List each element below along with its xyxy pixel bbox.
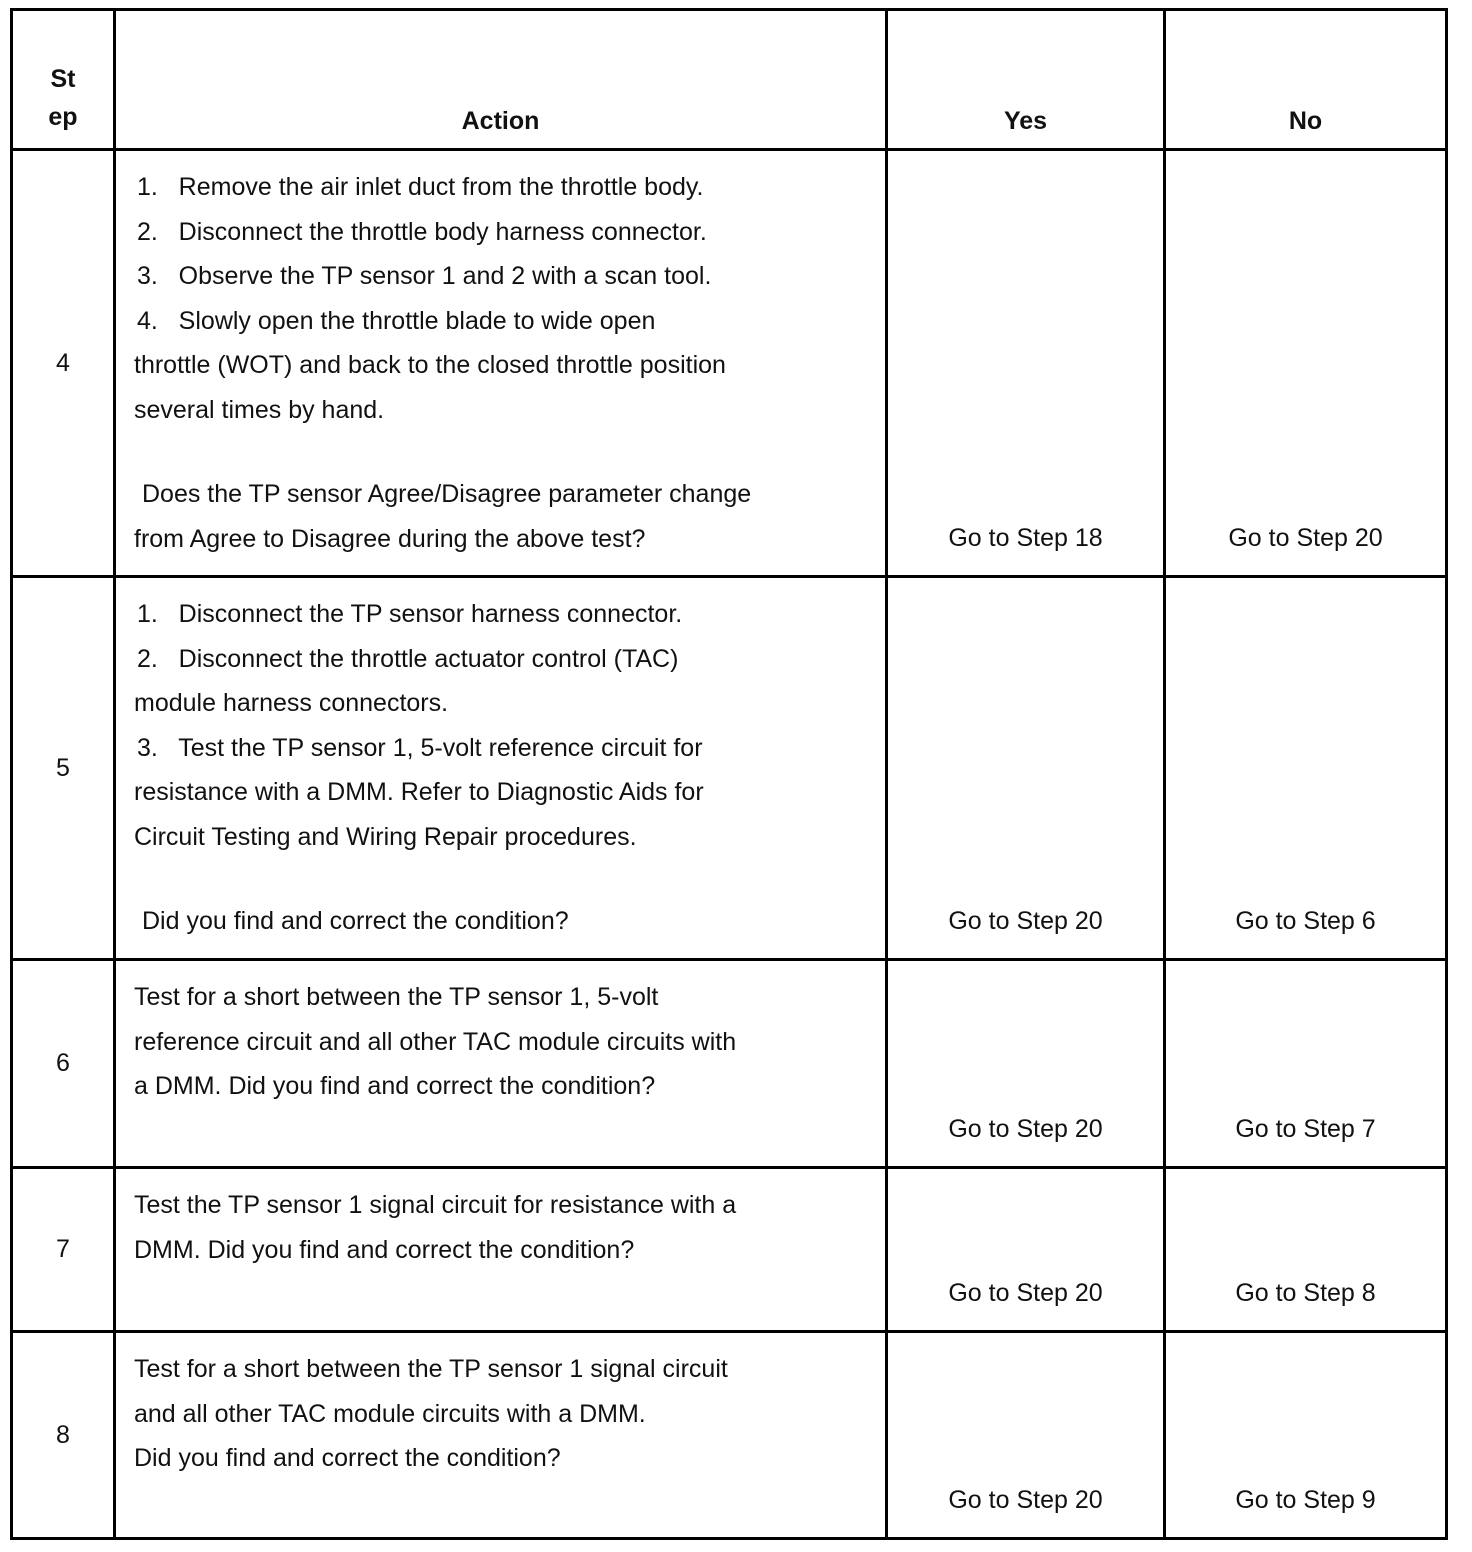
action-line: throttle (WOT) and back to the closed throttle position — [134, 351, 726, 379]
action-line: 2. Disconnect the throttle actuator control (TAC) — [137, 644, 679, 673]
action-question: Does the TP sensor Agree/Disagree parameter change — [142, 480, 752, 508]
diagnostic-document — [10, 8, 1448, 1540]
yes-result: Go to Step 20 — [887, 1332, 1165, 1539]
header-yes: Yes — [887, 10, 1165, 150]
header-step-line2: ep — [48, 103, 78, 131]
header-step-line1: St — [50, 65, 76, 93]
action-cell — [115, 1168, 887, 1332]
action-cell — [115, 150, 887, 577]
step-number: 6 — [12, 960, 115, 1168]
no-result: Go to Step 20 — [1165, 150, 1447, 577]
header-no: No — [1165, 10, 1447, 150]
step-number: 5 — [12, 577, 115, 960]
yes-result: Go to Step 20 — [887, 960, 1165, 1168]
step-number: 4 — [12, 150, 115, 577]
action-line: DMM. Did you find and correct the condition? — [134, 1235, 635, 1264]
action-line: several times by hand. — [134, 395, 385, 424]
step-number: 7 — [12, 1168, 115, 1332]
yes-result: Go to Step 18 — [887, 150, 1165, 577]
action-line: 1. Remove the air inlet duct from the throttle body. — [137, 173, 704, 201]
table-row — [12, 1168, 1447, 1332]
action-question: from Agree to Disagree during the above test? — [134, 524, 646, 553]
no-result: Go to Step 6 — [1165, 577, 1447, 960]
header-row — [12, 10, 1447, 150]
no-result: Go to Step 7 — [1165, 960, 1447, 1168]
action-line: a DMM. Did you find and correct the condition? — [134, 1072, 656, 1100]
action-line: reference circuit and all other TAC module circuits with — [134, 1027, 737, 1056]
action-cell — [115, 1332, 887, 1539]
action-line: Did you find and correct the condition? — [134, 1444, 561, 1472]
action-cell — [115, 577, 887, 960]
no-result: Go to Step 9 — [1165, 1332, 1447, 1539]
spacer — [134, 859, 865, 899]
yes-result: Go to Step 20 — [887, 1168, 1165, 1332]
action-line: Circuit Testing and Wiring Repair procedures. — [134, 822, 637, 851]
action-line: 4. Slowly open the throttle blade to wide open — [137, 306, 656, 335]
step-number: 8 — [12, 1332, 115, 1539]
diagnostic-table — [10, 8, 1448, 1540]
action-line: resistance with a DMM. Refer to Diagnostic Aids for — [134, 778, 704, 806]
no-result: Go to Step 8 — [1165, 1168, 1447, 1332]
action-line: 3. Test the TP sensor 1, 5-volt reference circuit for — [137, 733, 703, 762]
action-line: module harness connectors. — [134, 689, 449, 717]
header-step — [12, 10, 115, 150]
header-action: Action — [115, 10, 887, 150]
table-row — [12, 150, 1447, 577]
action-cell — [115, 960, 887, 1168]
action-line: Test for a short between the TP sensor 1, 5-volt — [134, 983, 659, 1011]
action-question: Did you find and correct the condition? — [142, 907, 569, 935]
action-line: Test the TP sensor 1 signal circuit for resistance with a — [134, 1191, 737, 1219]
table-row — [12, 1332, 1447, 1539]
action-line: 1. Disconnect the TP sensor harness connector. — [137, 600, 683, 628]
table-row — [12, 577, 1447, 960]
action-line: Test for a short between the TP sensor 1 signal circuit — [134, 1355, 728, 1383]
table-row — [12, 960, 1447, 1168]
yes-result: Go to Step 20 — [887, 577, 1165, 960]
spacer — [134, 432, 865, 472]
action-line: 3. Observe the TP sensor 1 and 2 with a scan tool. — [137, 262, 712, 290]
action-line: and all other TAC module circuits with a DMM. — [134, 1399, 646, 1428]
action-line: 2. Disconnect the throttle body harness connector. — [137, 217, 707, 246]
